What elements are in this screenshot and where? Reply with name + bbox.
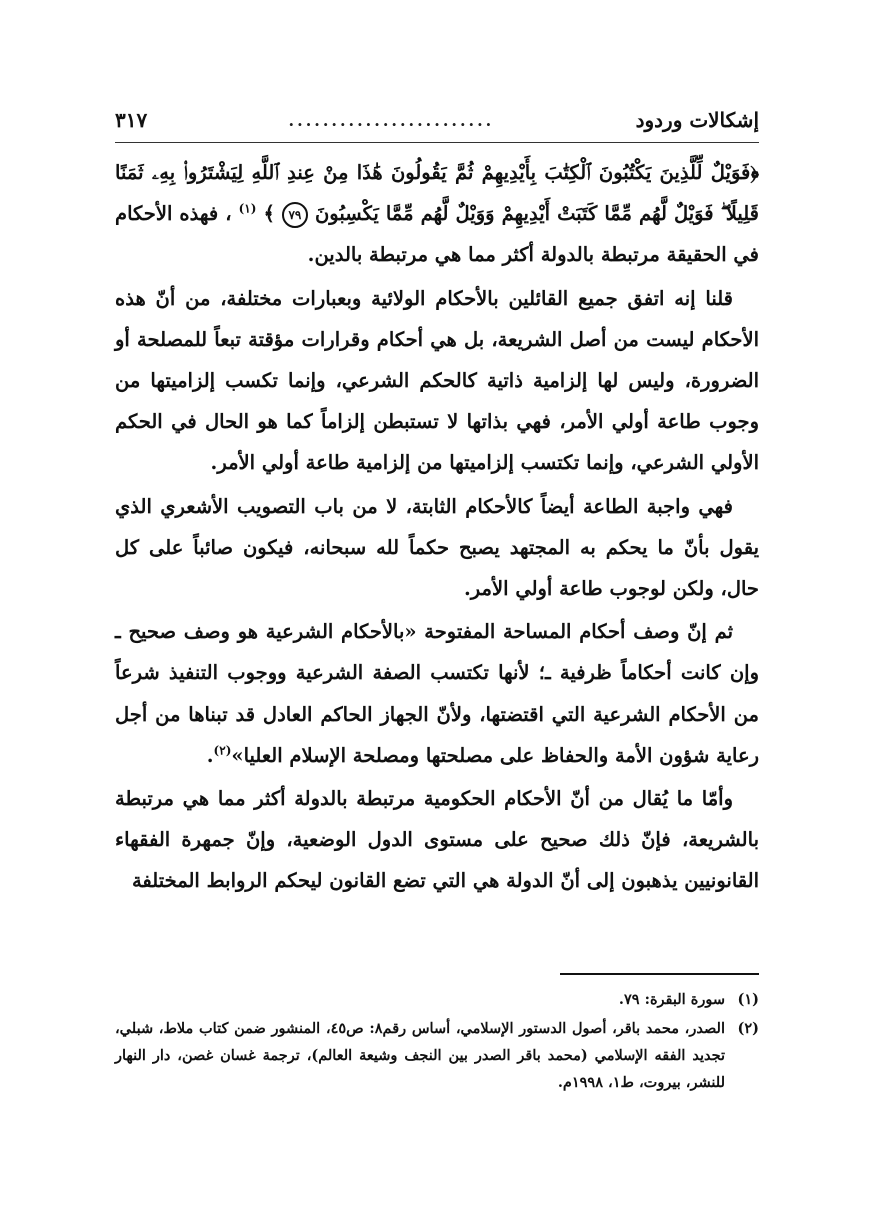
footnote-text-1: سورة البقرة: ٧٩. bbox=[618, 991, 725, 1008]
paragraph-3: فهي واجبة الطاعة أيضاً كالأحكام الثابتة، لا من باب التصويب الأشعري الذي يقول بأنّ ما يحكم به المجتهد يصبح حكماً لله سبحانه، فيكون صائباً على كل حال، ولكن لوجوب طاعة أولي الأمر. bbox=[115, 494, 759, 601]
paragraph-4 bbox=[115, 611, 759, 776]
footnote-mark-1: (١) bbox=[737, 991, 759, 1008]
header-leader-dots: ........................ bbox=[288, 110, 495, 130]
running-title: إشكالات وردود bbox=[635, 108, 759, 132]
footnotes bbox=[115, 986, 759, 1098]
footnote-ref-2: (٢) bbox=[213, 743, 232, 758]
paragraph-4-text: ثم إنّ وصف أحكام المساحة المفتوحة «بالأحكام الشرعية هو وصف صحيح ـ وإن كانت أحكاماً ظرفية ـ؛ لأنها تكتسب الصفة الشرعية ووجوب التنفيذ شرعاً من الأحكام الشرعية التي اقتضتها، ولأنّ الجهاز الحاكم العادل قد تبناها من أجل رعاية شؤون الأمة والحفاظ على مصلحتها ومصلحة الإسلام العليا» bbox=[115, 620, 759, 767]
footnote-2 bbox=[115, 1015, 759, 1096]
ayah-number-mark: ٧٩ bbox=[282, 202, 308, 228]
paragraph-2: قلنا إنه اتفق جميع القائلين بالأحكام الولائية وبعبارات مختلفة، من أنّ هذه الأحكام ليست من أصل الشريعة، بل هي أحكام وقرارات مؤقتة تبعاً للمصلحة أو الضرورة، وليس لها إلزامية ذاتية كالحكم الشرعي، وإنما تكسب إلزاميتها من وجوب طاعة أولي الأمر، فهي بذاتها لا تستبطن إلزاماً كما هو الحال في الحكم الأولي الشرعي، وإنما تكتسب إلزاميتها من إلزامية طاعة أولي الأمر. bbox=[115, 286, 759, 475]
paragraph-1-rest: ، فهذه الأحكام في الحقيقة مرتبطة بالدولة أكثر مما هي مرتبطة بالدين. bbox=[115, 202, 759, 267]
paragraph-1 bbox=[115, 152, 759, 276]
running-header bbox=[115, 100, 759, 140]
quran-verse: ﴿فَوَيْلٌ لِّلَّذِينَ يَكْتُبُونَ ٱلْكِتَٰبَ بِأَيْدِيهِمْ ثُمَّ يَقُولُونَ هَٰذَا مِنْ عِندِ ٱللَّهِ لِيَشْتَرُوا۟ بِهِۦ ثَمَنًا قَلِيلًا ۖ فَوَيْلٌ لَّهُم مِّمَّا كَتَبَتْ أَيْدِيهِمْ وَوَيْلٌ لَّهُم مِّمَّا يَكْسِبُونَ bbox=[115, 161, 760, 226]
quran-close-bracket: ﴾ bbox=[263, 202, 275, 226]
header-rule bbox=[115, 142, 759, 143]
footnote-text-2: الصدر، محمد باقر، أصول الدستور الإسلامي، أساس رقم٨: ص٤٥، المنشور ضمن كتاب ملاط، شبلي، تجديد الفقه الإسلامي (محمد باقر الصدر بين النجف وشيعة العالم)، ترجمة غسان غصن، دار النهار للنشر، بيروت، ط١، ١٩٩٨م. bbox=[115, 1020, 725, 1091]
main-text bbox=[115, 152, 759, 904]
page-number: ٣١٧ bbox=[115, 108, 148, 132]
footnote-separator bbox=[560, 973, 759, 975]
footnote-ref-1: (١) bbox=[238, 201, 257, 216]
paragraph-4-end: . bbox=[206, 743, 214, 767]
paragraph-5: وأمّا ما يُقال من أنّ الأحكام الحكومية مرتبطة بالدولة أكثر مما هي مرتبطة بالشريعة، فإنّ ذلك صحيح على مستوى الدول الوضعية، وإنّ جمهرة الفقهاء القانونيين يذهبون إلى أنّ الدولة هي التي تضع القانون ليحكم الروابط المختلفة bbox=[115, 787, 759, 893]
footnote-1 bbox=[115, 986, 759, 1013]
footnote-mark-2: (٢) bbox=[737, 1020, 759, 1037]
